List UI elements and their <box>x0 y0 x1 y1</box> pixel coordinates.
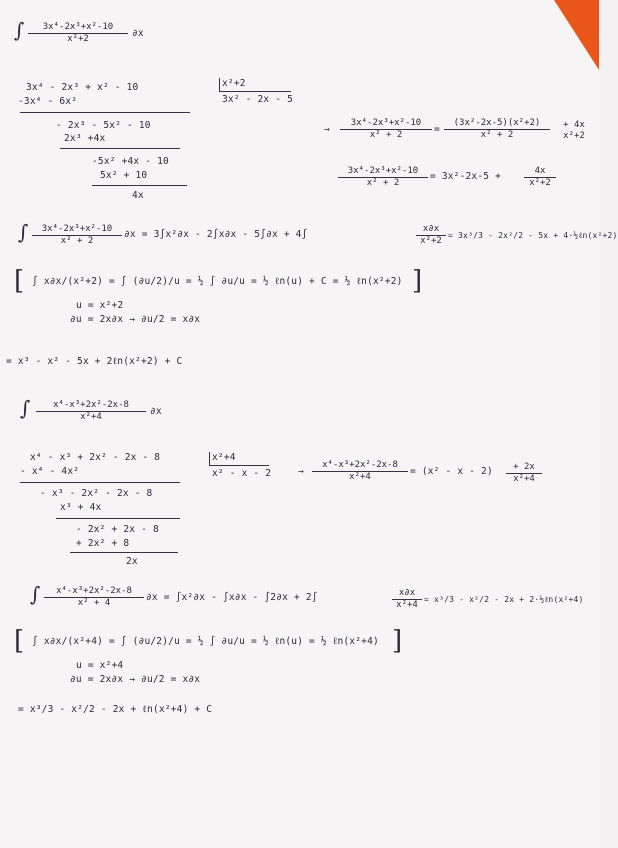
integral-sign: ∫ <box>20 396 31 420</box>
p1-integral-line-small-frac <box>416 224 446 247</box>
p2-integral-line-rhs: ∂x = ∫x²∂x - ∫x∂x - ∫2∂x + 2∫ <box>146 592 318 603</box>
p1-div-row6: 5x² + 10 <box>100 170 148 181</box>
p2-div-row3: - x³ - 2x² - 2x - 8 <box>40 488 153 499</box>
problem2-numerator: x⁴-x³+2x²-2x-8 <box>36 400 146 412</box>
p2-integral-line-small-den: x²+4 <box>396 600 418 610</box>
p1-sub-du: ∂u = 2x∂x → ∂u/2 = x∂x <box>70 314 201 325</box>
p1-integral-line-den: x² + 2 <box>60 236 94 246</box>
problem1-dx: ∂x <box>132 28 144 39</box>
p1-result2-lhs-num: 3x⁴-2x³+x²-10 <box>338 166 428 178</box>
p1-result2-lhs <box>338 166 428 189</box>
arrow-icon: → <box>324 124 330 135</box>
p1-div-row4: 2x³ +4x <box>64 133 106 144</box>
right-bracket: ] <box>392 626 403 656</box>
p2-div-row6: + 2x² + 8 <box>76 538 130 549</box>
p1-integral-line-result: = 3x³/3 - 2x²/2 - 5x + 4·½ℓn(x²+2) <box>448 231 618 240</box>
p1-div-row3: - 2x³ - 5x² - 10 <box>56 120 151 131</box>
p2-arrow-extra-num: + 2x <box>506 462 542 474</box>
p1-div-rule1 <box>20 112 190 113</box>
p2-div-row5: - 2x² + 2x - 8 <box>76 524 159 535</box>
p2-div-rule3 <box>70 552 178 553</box>
problem1-numerator: 3x⁴-2x³+x²-10 <box>28 22 128 34</box>
p2-quotient: x² - x - 2 <box>212 468 272 479</box>
p1-quotient: 3x² - 2x - 5 <box>222 94 294 105</box>
p1-integral-line-small-den: x²+2 <box>420 236 442 246</box>
p1-divisor-rule <box>219 91 291 92</box>
right-bracket: ] <box>412 266 423 296</box>
p1-result2-rhs: = 3x²-2x-5 + <box>430 171 502 182</box>
p1-integral-line-rhs: ∂x = 3∫x²∂x - 2∫x∂x - 5∫∂x + 4∫ <box>124 229 308 240</box>
p1-arrow-rhs-num: (3x²-2x-5)(x²+2) <box>444 118 550 130</box>
p2-arrow-lhs-den: x²+4 <box>349 472 371 482</box>
p2-arrow-extra <box>506 462 542 485</box>
p1-arrow-lhs-num: 3x⁴-2x³+x²-10 <box>340 118 432 130</box>
p2-divisor-rule <box>209 465 269 466</box>
p1-arrow-extra-den: x²+2 <box>563 131 585 141</box>
p2-integral-line-small-num: x∂x <box>392 588 422 600</box>
p1-arrow-rhs-den: x² + 2 <box>480 130 514 140</box>
p1-divisor-bar <box>219 78 220 92</box>
left-bracket: [ <box>14 626 25 656</box>
p1-arrow-extra <box>556 120 592 142</box>
p1-div-row5: -5x² +4x - 10 <box>92 156 169 167</box>
p2-arrow-rhs: = (x² - x - 2) <box>410 466 493 477</box>
p1-integral-line-small-num: x∂x <box>416 224 446 236</box>
p1-arrow-lhs <box>340 118 432 141</box>
left-bracket: [ <box>14 266 25 296</box>
page-corner-fold <box>554 0 599 70</box>
p1-result2-frac-den: x²+2 <box>529 178 551 188</box>
p2-sub-line: ∫ x∂x/(x²+4) = ∫ (∂u/2)/u = ½ ∫ ∂u/u = ½ ℓn(u) = ½ ℓn(x²+4) <box>32 636 379 647</box>
p1-div-row1: 3x⁴ - 2x³ + x² - 10 <box>26 82 139 93</box>
integral-sign: ∫ <box>18 220 29 244</box>
problem2-integrand <box>36 400 146 423</box>
p1-div-row7: 4x <box>132 190 144 201</box>
p2-integral-line-frac <box>44 586 144 609</box>
p2-arrow-extra-den: x²+4 <box>513 474 535 484</box>
integral-sign: ∫ <box>30 582 41 606</box>
p1-div-rule3 <box>92 185 187 186</box>
p2-integral-line-den: x² + 4 <box>77 598 111 608</box>
p1-arrow-rhs <box>444 118 550 141</box>
p1-integral-line-frac <box>32 224 122 247</box>
p2-div-row4: x³ + 4x <box>60 502 102 513</box>
arrow-icon: → <box>298 466 304 477</box>
problem2-dx: ∂x <box>150 406 162 417</box>
p2-sub-du: ∂u = 2x∂x → ∂u/2 = x∂x <box>70 674 201 685</box>
p2-integral-line-num: x⁴-x³+2x²-2x-8 <box>44 586 144 598</box>
p1-integral-line-num: 3x⁴-2x³+x²-10 <box>32 224 122 236</box>
equals-sign: = <box>434 124 440 135</box>
p2-div-row1: x⁴ - x³ + 2x² - 2x - 8 <box>30 452 161 463</box>
problem1-denominator: x²+2 <box>67 34 89 44</box>
p2-div-rule2 <box>56 518 180 519</box>
p2-arrow-lhs <box>312 460 408 483</box>
p1-final: = x³ - x² - 5x + 2ℓn(x²+2) + C <box>6 356 183 367</box>
integral-sign: ∫ <box>14 18 25 42</box>
p2-div-row2: - x⁴ - 4x² <box>20 466 80 477</box>
p2-divisor: x²+4 <box>212 452 236 463</box>
p1-result2-frac <box>524 166 556 189</box>
p1-sub-u: u = x²+2 <box>76 300 124 311</box>
p2-arrow-lhs-num: x⁴-x³+2x²-2x-8 <box>312 460 408 472</box>
p1-result2-lhs-den: x² + 2 <box>366 178 400 188</box>
p1-arrow-extra-num: + 4x <box>563 120 585 130</box>
p2-integral-line-small-frac <box>392 588 422 611</box>
p2-divisor-bar <box>209 452 210 466</box>
p2-div-rule1 <box>20 482 180 483</box>
p2-integral-line-result: = x³/3 - x²/2 - 2x + 2·½ℓn(x²+4) <box>424 595 584 604</box>
p2-div-row7: 2x <box>126 556 138 567</box>
p1-result2-frac-num: 4x <box>524 166 556 178</box>
p1-div-row2: -3x⁴ - 6x² <box>18 96 78 107</box>
problem2-denominator: x²+4 <box>80 412 102 422</box>
p2-sub-u: u = x²+4 <box>76 660 124 671</box>
problem1-integrand <box>28 22 128 45</box>
p1-divisor: x²+2 <box>222 78 246 89</box>
p1-div-rule2 <box>60 148 180 149</box>
p1-sub-line: ∫ x∂x/(x²+2) = ∫ (∂u/2)/u = ½ ∫ ∂u/u = ½ ℓn(u) + C = ½ ℓn(x²+2) <box>32 276 403 287</box>
p1-arrow-lhs-den: x² + 2 <box>369 130 403 140</box>
p2-final: = x³/3 - x²/2 - 2x + ℓn(x²+4) + C <box>18 704 213 715</box>
